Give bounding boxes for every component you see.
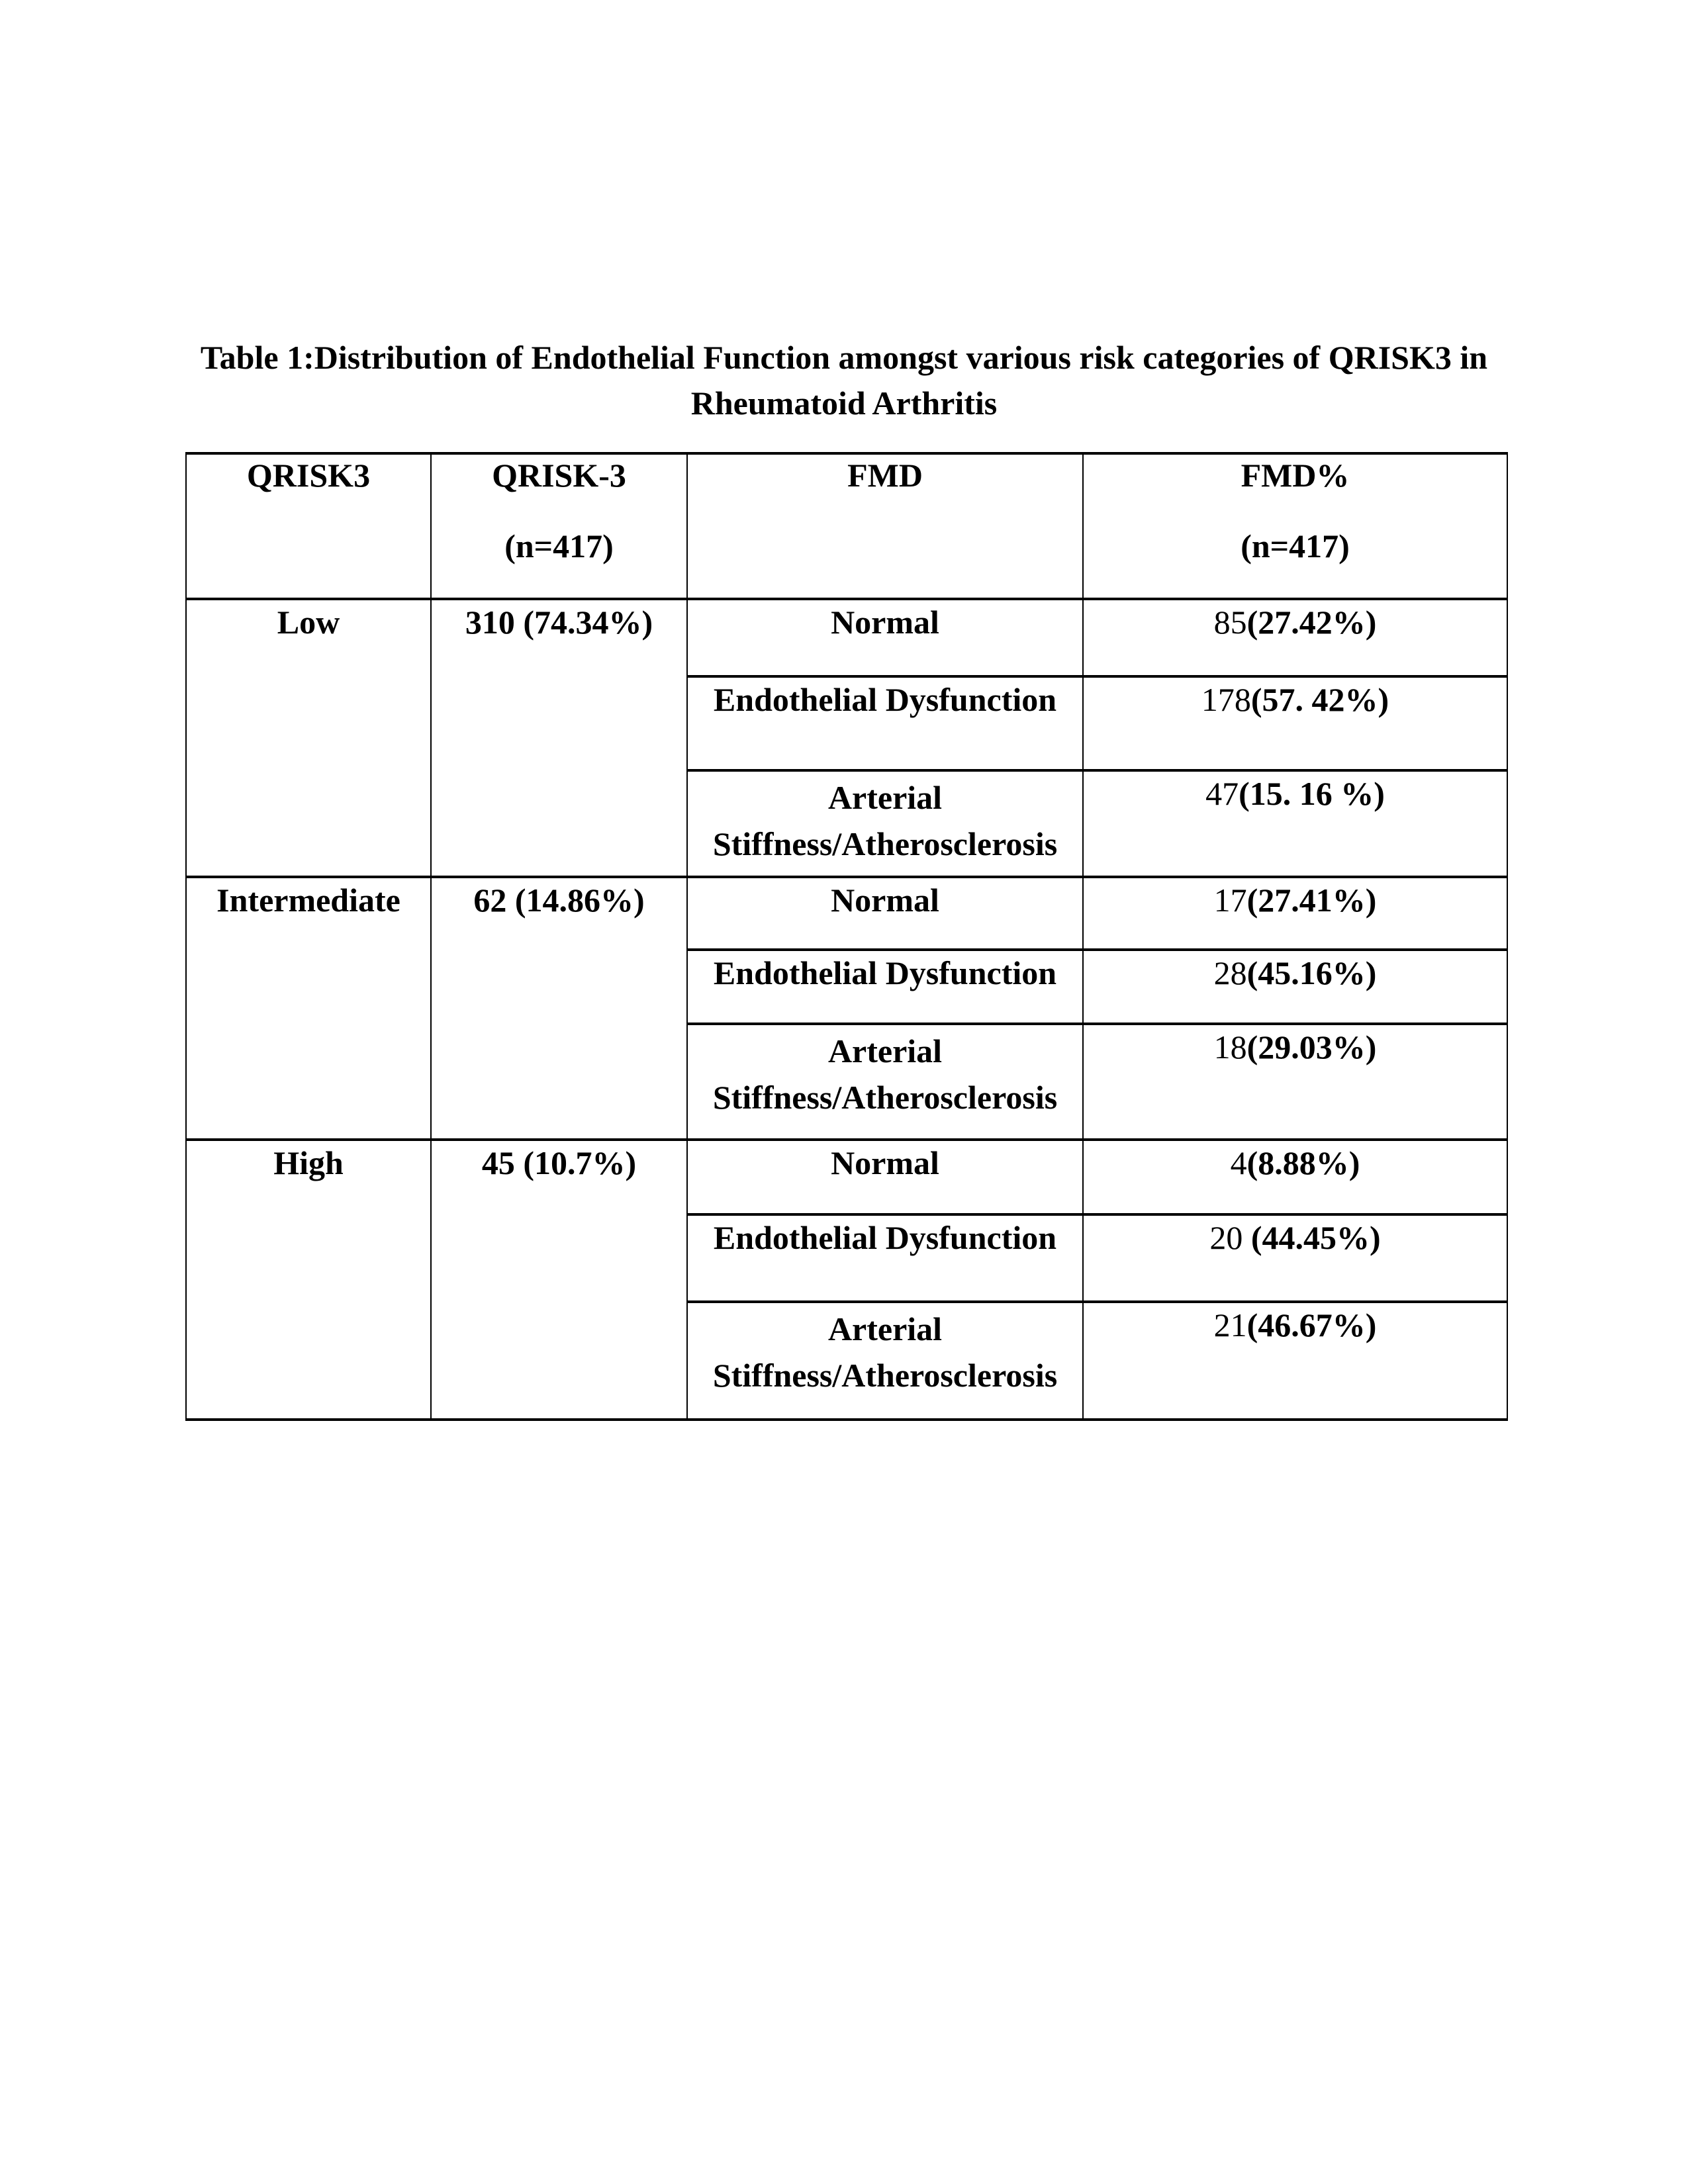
- fmd-status-label-line2: Stiffness/Atherosclerosis: [712, 1079, 1058, 1116]
- risk-count-cell: 45 (10.7%): [431, 1140, 687, 1420]
- fmd-status-cell: [687, 1214, 1083, 1302]
- fmd-percent-value: (27.42%): [1246, 604, 1377, 641]
- risk-count-cell: 62 (14.86%): [431, 877, 687, 1140]
- column-header-fmd-percent: [1083, 453, 1507, 599]
- fmd-percent-value: (45.16%): [1246, 954, 1377, 991]
- table-row-low-normal: [186, 599, 1507, 676]
- fmd-percent-count: 4: [1230, 1144, 1247, 1181]
- qrisk3-fmd-distribution-table: [185, 452, 1508, 1421]
- fmd-percent-value: (15. 16 %): [1239, 775, 1385, 812]
- table-row-high-normal: [186, 1140, 1507, 1214]
- fmd-percent-count: 178: [1201, 681, 1251, 718]
- fmd-status-label: Normal: [831, 882, 939, 919]
- fmd-status-label-line2: Stiffness/Atherosclerosis: [712, 1357, 1058, 1394]
- risk-category-cell: Low: [186, 599, 431, 877]
- header-label: FMD%: [1241, 457, 1350, 494]
- risk-count-cell: 310 (74.34%): [431, 599, 687, 877]
- fmd-status-label: Endothelial Dysfunction: [713, 954, 1057, 991]
- fmd-percent-count: 17: [1213, 882, 1247, 919]
- fmd-percent-count: 21: [1213, 1306, 1247, 1343]
- fmd-percent-cell: [1083, 877, 1507, 950]
- fmd-percent-cell: [1083, 1140, 1507, 1214]
- risk-category-cell: Intermediate: [186, 877, 431, 1140]
- fmd-status-cell: [687, 770, 1083, 877]
- fmd-status-cell: [687, 1024, 1083, 1140]
- fmd-percent-cell: [1083, 599, 1507, 676]
- fmd-status-cell: [687, 950, 1083, 1024]
- fmd-percent-cell: [1083, 1214, 1507, 1302]
- fmd-percent-count: 28: [1213, 954, 1247, 991]
- fmd-status-label-line2: Stiffness/Atherosclerosis: [712, 825, 1058, 862]
- fmd-status-cell: [687, 676, 1083, 770]
- fmd-percent-value: (8.88%): [1246, 1144, 1360, 1181]
- fmd-percent-value: (44.45%): [1250, 1219, 1381, 1256]
- fmd-percent-count: 20: [1209, 1219, 1251, 1256]
- fmd-percent-count: 18: [1213, 1028, 1247, 1066]
- fmd-percent-value: (46.67%): [1246, 1306, 1377, 1343]
- table-caption-line2: Rheumatoid Arthritis: [690, 385, 998, 422]
- header-row: [186, 453, 1507, 599]
- fmd-percent-value: (27.41%): [1246, 882, 1377, 919]
- fmd-status-cell: [687, 599, 1083, 676]
- fmd-status-label-line1: Arterial: [827, 1032, 943, 1069]
- column-header-fmd: [687, 453, 1083, 599]
- header-label: QRISK-3: [492, 457, 626, 494]
- fmd-percent-count: 47: [1205, 775, 1239, 812]
- fmd-status-label: Endothelial Dysfunction: [713, 1219, 1057, 1256]
- fmd-status-label: Normal: [831, 604, 939, 641]
- fmd-percent-count: 85: [1213, 604, 1247, 641]
- header-label: FMD: [847, 457, 923, 494]
- header-sublabel: (n=417): [1241, 527, 1350, 565]
- fmd-status-label-line1: Arterial: [827, 779, 943, 816]
- fmd-status-label-line1: Arterial: [827, 1310, 943, 1347]
- fmd-percent-value: (29.03%): [1246, 1028, 1377, 1066]
- fmd-percent-cell: [1083, 676, 1507, 770]
- fmd-status-label: Endothelial Dysfunction: [713, 681, 1057, 718]
- fmd-percent-cell: [1083, 950, 1507, 1024]
- table-caption-line1: Table 1:Distribution of Endothelial Function amongst various risk categories of QRISK3 in: [200, 339, 1488, 376]
- fmd-percent-cell: [1083, 770, 1507, 877]
- fmd-percent-value: (57. 42%): [1250, 681, 1389, 718]
- header-label: QRISK3: [246, 457, 371, 494]
- fmd-status-cell: [687, 877, 1083, 950]
- header-sublabel: (n=417): [504, 527, 614, 565]
- fmd-percent-cell: [1083, 1024, 1507, 1140]
- table-caption: [0, 335, 1688, 426]
- fmd-status-cell: [687, 1140, 1083, 1214]
- column-header-qrisk3: [186, 453, 431, 599]
- table-row-intermediate-normal: [186, 877, 1507, 950]
- fmd-percent-cell: [1083, 1302, 1507, 1420]
- column-header-qrisk3-n: [431, 453, 687, 599]
- fmd-status-cell: [687, 1302, 1083, 1420]
- fmd-status-label: Normal: [831, 1144, 939, 1181]
- risk-category-cell: High: [186, 1140, 431, 1420]
